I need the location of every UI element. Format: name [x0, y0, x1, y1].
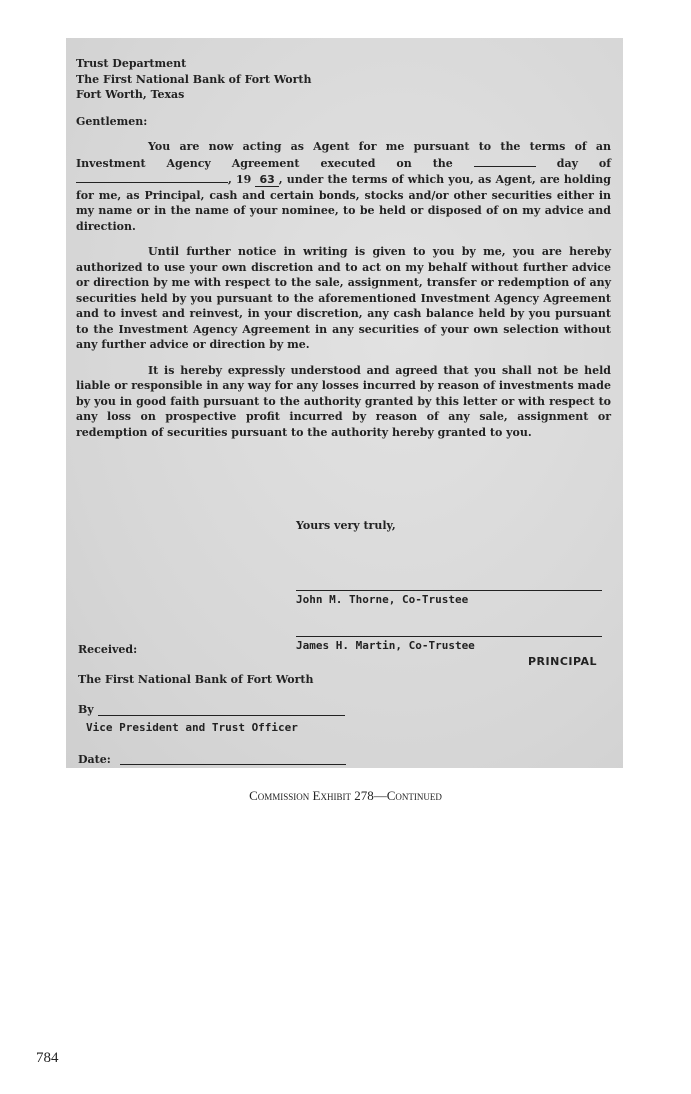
paragraph-2: Until further notice in writing is given to you by me, you are hereby authorized to use your own discretion and to act on my behalf without further advice or direction by me with respect to the sale, assignment, transfer or redemption of any securities held by you pursuant to the aforementioned Investment Agency Agreement and to invest and reinvest, in your discretion, any cash balance held by you pursuant to the Investment Agency Agreement in any securities of your own selection without any further advice or direction by me.: [76, 245, 611, 351]
month-blank: [76, 171, 228, 183]
closing: Yours very truly,: [296, 519, 396, 532]
received-label: Received:: [78, 643, 138, 656]
address-line-3: Fort Worth, Texas: [76, 88, 185, 101]
by-signature-line: [98, 715, 345, 716]
year-handwritten: 63: [255, 173, 278, 187]
bank-name: The First National Bank of Fort Worth: [78, 673, 314, 686]
paragraph-3: It is hereby expressly understood and agreed that you shall not be held liable or responsible in any way for any losses incurred by reason of investments made by you in good faith pursuant to the authority granted by this letter or with respect to any loss on prospective profit incurred by reason of any sale, assignment or redemption of securities pursuant to the authority hereby granted to you.: [76, 363, 611, 439]
address-line-1: Trust Department: [76, 57, 187, 70]
paragraph-1-a: You are now acting as Agent for me pursuant to the terms of an Investment Agency Agreement executed on the: [76, 140, 611, 170]
exhibit-caption: Commission Exhibit 278—Continued: [249, 788, 442, 803]
paragraph-1-d: , under the terms of which you, as Agent, are holding for me, as Principal, cash and certain bonds, stocks and/or other securities either in my name or in the name of your nominee, to be held or disposed of on my advice and direction.: [76, 173, 611, 233]
date-line: [120, 764, 346, 765]
letter-body: [76, 56, 611, 766]
page-number: 784: [36, 1050, 59, 1066]
address-line-2: The First National Bank of Fort Worth: [76, 72, 312, 86]
greeting: Gentlemen:: [76, 114, 148, 128]
date-label: Date:: [78, 753, 111, 766]
day-blank: [474, 155, 536, 167]
paragraph-1-c: , 19: [228, 173, 252, 186]
by-label: By: [78, 703, 94, 716]
principal-label: PRINCIPAL: [528, 655, 598, 668]
officer-title: Vice President and Trust Officer: [86, 721, 298, 734]
address-block: [76, 56, 611, 103]
paragraph-1: [76, 139, 611, 234]
signature-line-1: [296, 590, 602, 591]
signer-1: John M. Thorne, Co-Trustee: [296, 593, 469, 606]
signature-line-2: [296, 636, 602, 637]
signer-2: James H. Martin, Co-Trustee: [296, 639, 475, 652]
exhibit-photo: [66, 38, 623, 768]
paragraph-1-b: day of: [556, 156, 611, 170]
